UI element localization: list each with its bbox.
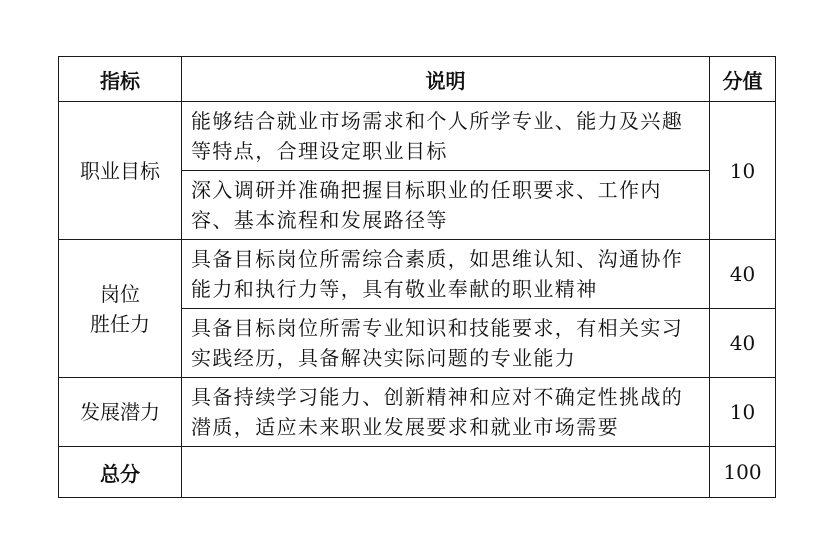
total-row xyxy=(59,447,776,498)
total-description xyxy=(182,447,710,498)
description-cell: 具备目标岗位所需综合素质，如思维认知、沟通协作能力和执行力等，具有敬业奉献的职业精神 xyxy=(182,240,710,309)
indicator-line: 胜任力 xyxy=(90,311,150,336)
indicator-line: 岗位 xyxy=(100,281,140,306)
score-cell: 10 xyxy=(710,378,776,447)
description-cell: 能够结合就业市场需求和个人所学专业、能力及兴趣等特点，合理设定职业目标 xyxy=(182,102,710,171)
header-score: 分值 xyxy=(710,57,776,102)
table-row xyxy=(59,240,776,309)
indicator-career-goal: 职业目标 xyxy=(59,102,182,240)
header-indicator: 指标 xyxy=(59,57,182,102)
description-cell: 具备持续学习能力、创新精神和应对不确定性挑战的潜质，适应未来职业发展要求和就业市场需要 xyxy=(182,378,710,447)
table-row xyxy=(59,378,776,447)
table-row xyxy=(59,102,776,171)
score-cell: 40 xyxy=(710,240,776,309)
total-score: 100 xyxy=(710,447,776,498)
description-cell: 深入调研并准确把握目标职业的任职要求、工作内容、基本流程和发展路径等 xyxy=(182,171,710,240)
scoring-table xyxy=(58,56,776,498)
indicator-job-competency xyxy=(59,240,182,378)
score-cell: 10 xyxy=(710,102,776,240)
total-label: 总分 xyxy=(59,447,182,498)
indicator-development-potential: 发展潜力 xyxy=(59,378,182,447)
score-cell: 40 xyxy=(710,309,776,378)
description-cell: 具备目标岗位所需专业知识和技能要求，有相关实习实践经历，具备解决实际问题的专业能力 xyxy=(182,309,710,378)
header-description: 说明 xyxy=(182,57,710,102)
header-row xyxy=(59,57,776,102)
